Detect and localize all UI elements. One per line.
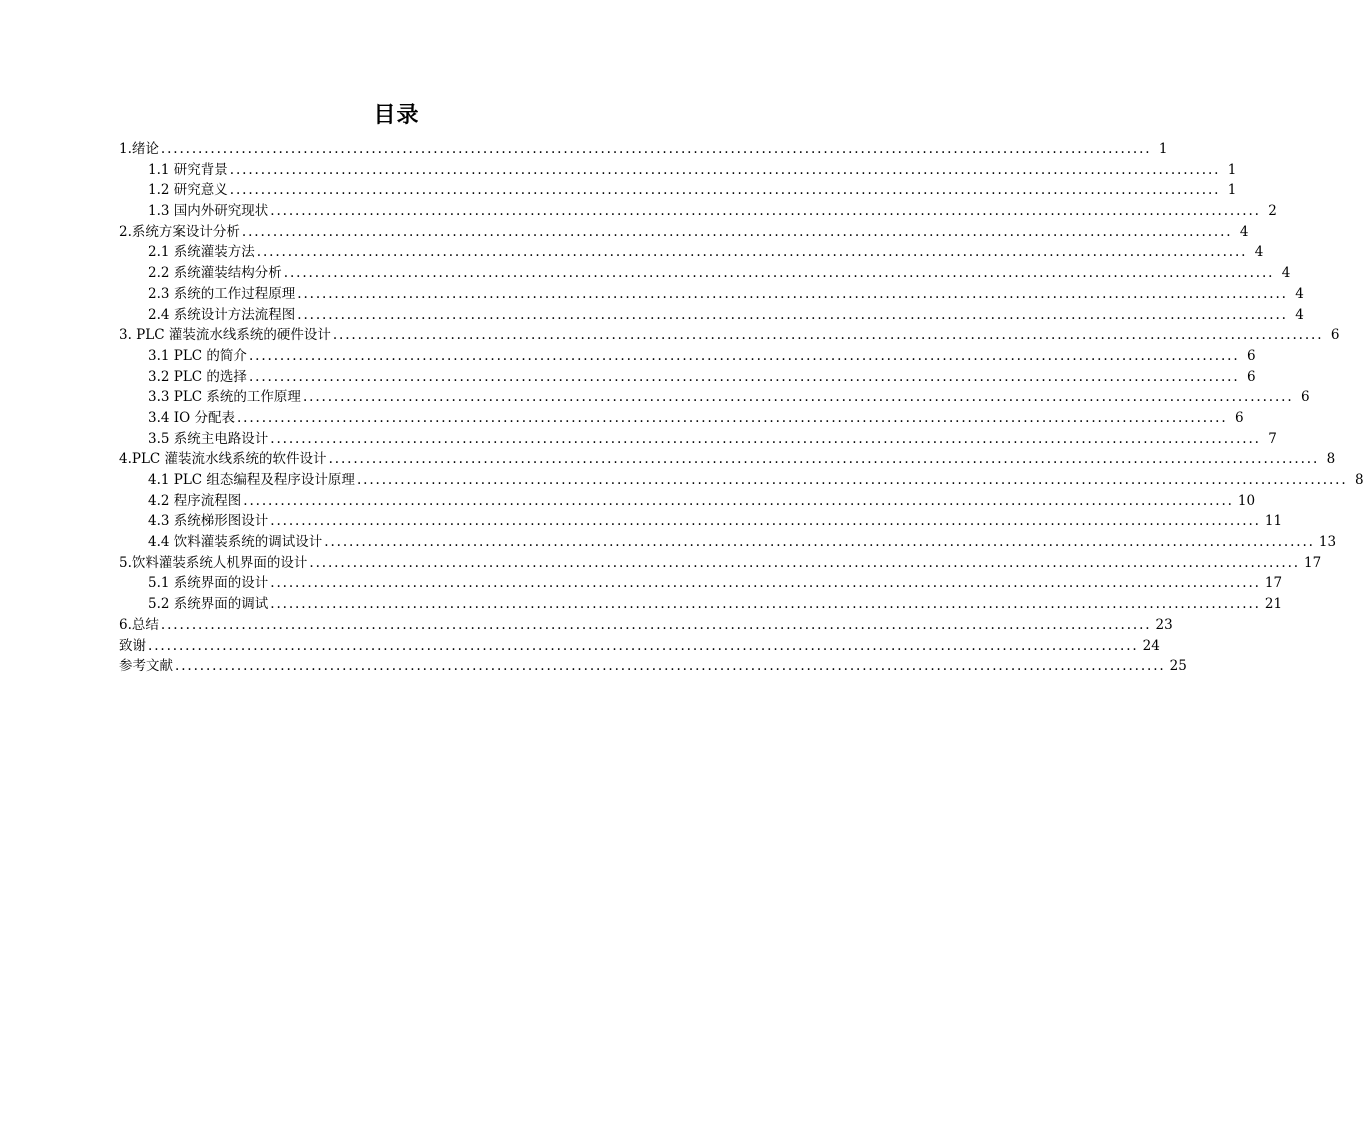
toc-entry-page-number: 4 bbox=[1254, 244, 1264, 261]
toc-entry[interactable] bbox=[119, 470, 1364, 491]
toc-entry[interactable] bbox=[119, 511, 1283, 532]
toc-entry[interactable] bbox=[119, 532, 1337, 553]
toc-entry-label: 3.5 系统主电路设计 bbox=[148, 430, 269, 447]
toc-dot-leader: ................................................................................................................................................................ bbox=[148, 637, 1139, 654]
toc-entry-label: 6.总结 bbox=[119, 616, 159, 633]
toc-entry[interactable] bbox=[119, 553, 1322, 574]
toc-entry-page-number: 8 bbox=[1354, 472, 1364, 488]
toc-entry-label: 4.PLC 灌装流水线系统的软件设计 bbox=[119, 451, 327, 468]
toc-entry-page-number: 6 bbox=[1234, 409, 1244, 426]
toc-entry-label: 3.1 PLC 的简介 bbox=[148, 347, 247, 364]
toc-dot-leader: ................................................................................................................................................................ bbox=[229, 182, 1221, 199]
toc-dot-leader: ................................................................................................................................................................ bbox=[270, 203, 1261, 220]
toc-dot-leader: ................................................................................................................................................................ bbox=[160, 141, 1152, 157]
toc-entry-label: 3.3 PLC 系统的工作原理 bbox=[148, 389, 301, 406]
toc-entry[interactable] bbox=[119, 429, 1277, 450]
toc-entry-page-number: 8 bbox=[1326, 451, 1336, 468]
toc-dot-leader: ................................................................................................................................................................ bbox=[248, 347, 1240, 364]
toc-entry-page-number: 17 bbox=[1304, 554, 1322, 571]
toc-entry-page-number: 11 bbox=[1264, 513, 1283, 530]
toc-entry[interactable] bbox=[119, 242, 1264, 263]
toc-entry[interactable] bbox=[119, 222, 1249, 243]
toc-entry-page-number: 4 bbox=[1295, 306, 1304, 323]
toc-dot-leader: ................................................................................................................................................................ bbox=[270, 430, 1261, 447]
toc-entry-page-number: 17 bbox=[1264, 575, 1283, 592]
toc-dot-leader: ................................................................................................................................................................ bbox=[297, 306, 1288, 323]
toc-entry[interactable] bbox=[119, 201, 1277, 222]
toc-entry-page-number: 1 bbox=[1227, 161, 1237, 178]
toc-entry-page-number: 6 bbox=[1330, 327, 1340, 344]
toc-entry-page-number: 13 bbox=[1318, 534, 1337, 551]
toc-dot-leader: ................................................................................................................................................................ bbox=[324, 534, 1315, 551]
toc-dot-leader: ................................................................................................................................................................ bbox=[332, 327, 1324, 344]
toc-entry-page-number: 25 bbox=[1169, 658, 1187, 675]
toc-entry-label: 5.2 系统界面的调试 bbox=[148, 596, 269, 613]
toc-entry-label: 1.3 国内外研究现状 bbox=[148, 203, 269, 220]
toc-entry[interactable] bbox=[119, 305, 1304, 326]
toc-entry-label: 4.3 系统梯形图设计 bbox=[148, 513, 269, 530]
toc-entry-label: 参考文献 bbox=[119, 658, 173, 675]
toc-entry-page-number: 4 bbox=[1281, 265, 1291, 282]
toc-dot-leader: ................................................................................................................................................................ bbox=[356, 472, 1348, 488]
table-of-contents bbox=[119, 139, 1364, 677]
toc-entry-page-number: 6 bbox=[1300, 389, 1310, 406]
toc-entry-page-number: 6 bbox=[1246, 368, 1256, 385]
toc-dot-leader: ................................................................................................................................................................ bbox=[241, 223, 1233, 240]
toc-entry-label: 1.2 研究意义 bbox=[148, 182, 228, 199]
toc-entry[interactable] bbox=[119, 180, 1237, 201]
toc-dot-leader: ................................................................................................................................................................ bbox=[270, 513, 1261, 530]
toc-entry-label: 2.系统方案设计分析 bbox=[119, 223, 240, 240]
toc-dot-leader: ................................................................................................................................................................ bbox=[229, 161, 1221, 178]
toc-entry-page-number: 2 bbox=[1268, 203, 1277, 220]
toc-entry[interactable] bbox=[119, 139, 1168, 160]
toc-entry-label: 2.2 系统灌装结构分析 bbox=[148, 265, 282, 282]
toc-entry[interactable] bbox=[119, 346, 1256, 367]
toc-dot-leader: ................................................................................................................................................................ bbox=[236, 409, 1228, 426]
toc-entry-page-number: 4 bbox=[1239, 223, 1249, 240]
toc-dot-leader: ................................................................................................................................................................ bbox=[160, 616, 1152, 633]
toc-entry-page-number: 6 bbox=[1246, 347, 1256, 364]
toc-dot-leader: ................................................................................................................................................................ bbox=[328, 451, 1320, 468]
toc-dot-leader: ................................................................................................................................................................ bbox=[297, 285, 1288, 302]
toc-entry[interactable] bbox=[119, 160, 1237, 181]
toc-dot-leader: ................................................................................................................................................................ bbox=[175, 658, 1166, 675]
toc-entry[interactable] bbox=[119, 449, 1336, 470]
toc-entry-label: 4.2 程序流程图 bbox=[148, 492, 242, 509]
toc-entry[interactable] bbox=[119, 325, 1340, 346]
toc-entry-label: 5.饮料灌装系统人机界面的设计 bbox=[119, 554, 308, 571]
toc-entry-label: 5.1 系统界面的设计 bbox=[148, 575, 269, 592]
toc-entry[interactable] bbox=[119, 408, 1244, 429]
toc-entry-label: 2.3 系统的工作过程原理 bbox=[148, 285, 296, 302]
toc-entry-label: 3.2 PLC 的选择 bbox=[148, 368, 247, 385]
toc-entry-label: 3. PLC 灌装流水线系统的硬件设计 bbox=[119, 327, 331, 344]
toc-entry-page-number: 1 bbox=[1158, 141, 1168, 157]
toc-entry[interactable] bbox=[119, 263, 1291, 284]
toc-entry[interactable] bbox=[119, 656, 1187, 677]
toc-entry-page-number: 1 bbox=[1227, 182, 1237, 199]
toc-entry-label: 2.1 系统灌装方法 bbox=[148, 244, 255, 261]
toc-entry-label: 1.1 研究背景 bbox=[148, 161, 228, 178]
toc-entry[interactable] bbox=[119, 367, 1256, 388]
toc-entry-page-number: 23 bbox=[1155, 616, 1173, 633]
toc-dot-leader: ................................................................................................................................................................ bbox=[270, 596, 1261, 613]
toc-dot-leader: ................................................................................................................................................................ bbox=[283, 265, 1275, 282]
toc-entry[interactable] bbox=[119, 573, 1283, 594]
toc-dot-leader: ................................................................................................................................................................ bbox=[256, 244, 1248, 261]
toc-entry-label: 3.4 IO 分配表 bbox=[148, 409, 235, 426]
toc-entry-label: 1.绪论 bbox=[119, 141, 159, 157]
toc-dot-leader: ................................................................................................................................................................ bbox=[302, 389, 1294, 406]
toc-entry-label: 4.4 饮料灌装系统的调试设计 bbox=[148, 534, 323, 551]
toc-entry-page-number: 24 bbox=[1142, 637, 1160, 654]
toc-entry-page-number: 21 bbox=[1264, 596, 1283, 613]
toc-entry-page-number: 4 bbox=[1295, 285, 1304, 302]
toc-entry[interactable] bbox=[119, 491, 1256, 512]
toc-entry[interactable] bbox=[119, 594, 1283, 615]
toc-dot-leader: ................................................................................................................................................................ bbox=[248, 368, 1240, 385]
toc-entry-page-number: 7 bbox=[1268, 430, 1277, 447]
toc-dot-leader: ................................................................................................................................................................ bbox=[309, 554, 1300, 571]
toc-entry-label: 2.4 系统设计方法流程图 bbox=[148, 306, 296, 323]
toc-entry-label: 致谢 bbox=[119, 637, 146, 654]
toc-entry[interactable] bbox=[119, 284, 1304, 305]
toc-entry-page-number: 10 bbox=[1237, 492, 1256, 509]
toc-entry[interactable] bbox=[119, 615, 1173, 636]
page-title: 目录 bbox=[373, 103, 420, 128]
toc-entry[interactable] bbox=[119, 636, 1160, 657]
toc-entry-label: 4.1 PLC 组态编程及程序设计原理 bbox=[148, 472, 355, 488]
toc-dot-leader: ................................................................................................................................................................ bbox=[243, 492, 1234, 509]
toc-entry[interactable] bbox=[119, 387, 1310, 408]
toc-dot-leader: ................................................................................................................................................................ bbox=[270, 575, 1261, 592]
